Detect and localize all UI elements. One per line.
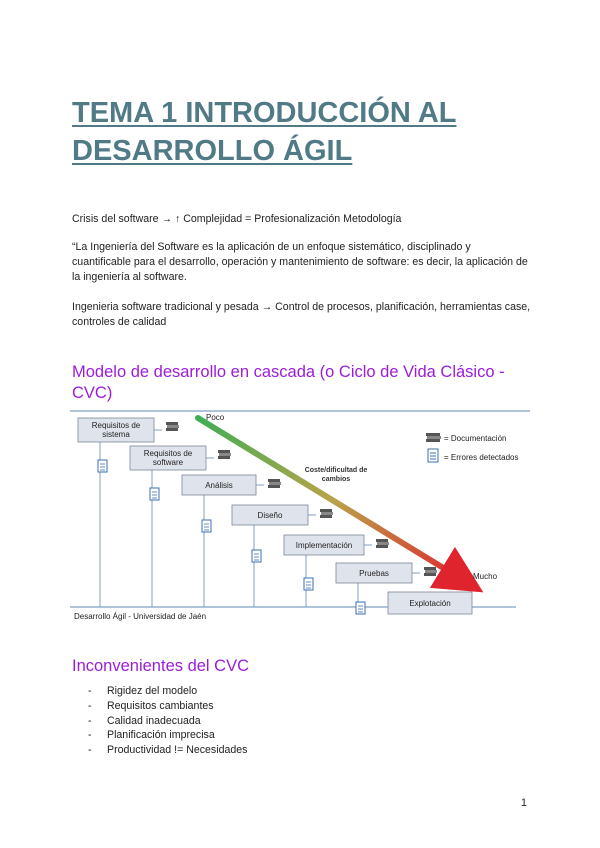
paragraph-traditional: Ingenieria software tradicional y pesada → Control de procesos, planificación, herramientas case, controles de calidad bbox=[72, 301, 531, 328]
documentation-icon bbox=[166, 422, 179, 431]
stage-box bbox=[130, 446, 206, 470]
error-report-icon bbox=[304, 578, 313, 590]
arrow-end-label: Mucho bbox=[473, 572, 498, 581]
legend-errors-label: = Errores detectados bbox=[444, 453, 519, 462]
drawback-item bbox=[88, 714, 247, 729]
drawback-text: Calidad inadecuada bbox=[107, 714, 201, 727]
error-report-icon bbox=[356, 602, 365, 614]
stage-box bbox=[388, 592, 472, 614]
bullet-dash: - bbox=[88, 744, 92, 757]
stage-box bbox=[78, 418, 154, 442]
error-report-icon bbox=[98, 460, 107, 472]
drawback-item bbox=[88, 728, 247, 743]
error-report-icon bbox=[150, 488, 159, 500]
paragraph-definition: “La Ingeniería del Software es la aplicación de un enfoque sistemático, disciplinado y cuantificable para el desarrollo, operación y mantenimiento de software: es decir, la aplicación de la ingeniería al software. bbox=[72, 241, 528, 283]
stage-box bbox=[182, 475, 256, 495]
drawback-item bbox=[88, 684, 247, 699]
drawback-text: Productividad != Necesidades bbox=[107, 744, 248, 757]
documentation-icon bbox=[424, 567, 437, 576]
documentation-icon bbox=[268, 479, 281, 488]
stage-boxes bbox=[78, 418, 472, 614]
stage-box bbox=[284, 535, 364, 555]
page-number: 1 bbox=[521, 797, 527, 809]
drawback-text: Requisitos cambiantes bbox=[107, 699, 214, 712]
stage-label: sistema bbox=[102, 430, 130, 439]
arrow-label-line-2: cambios bbox=[321, 476, 351, 483]
drawbacks-list bbox=[88, 684, 247, 758]
drawback-item bbox=[88, 743, 247, 758]
stage-label: Explotación bbox=[409, 599, 451, 608]
legend-documentation-icon bbox=[426, 433, 441, 442]
bullet-dash: - bbox=[88, 685, 92, 697]
section-heading-cascade: Modelo de desarrollo en cascada (o Ciclo de Vida Clásico - CVC) bbox=[72, 363, 505, 402]
waterfall-diagram bbox=[70, 408, 530, 626]
stage-box bbox=[336, 563, 412, 583]
stage-label: Análisis bbox=[205, 481, 233, 490]
waterfall-diagram-svg bbox=[70, 408, 530, 626]
legend bbox=[426, 433, 518, 462]
stage-box bbox=[232, 505, 308, 525]
stage-label: Requisitos de bbox=[143, 449, 193, 458]
bullet-dash: - bbox=[88, 699, 92, 712]
stage-label: software bbox=[152, 458, 184, 467]
bullet-dash: - bbox=[88, 729, 92, 742]
page-title: TEMA 1 INTRODUCCIÓN AL DESARROLLO ÁGIL bbox=[72, 97, 457, 167]
paragraph-crisis: Crisis del software → ↑ Complejidad = Profesionalización Metodología bbox=[72, 213, 402, 225]
section-heading-drawbacks: Inconvenientes del CVC bbox=[72, 657, 250, 675]
documentation-icon bbox=[218, 450, 231, 459]
arrow-label-line-1: Coste/dificultad de bbox=[304, 467, 368, 474]
drawback-item bbox=[88, 699, 247, 714]
cost-arrow bbox=[198, 418, 468, 583]
error-report-icon bbox=[202, 520, 211, 532]
diagram-footer: Desarrollo Ágil - Universidad de Jaén bbox=[74, 612, 207, 621]
drawback-text: Planificación imprecisa bbox=[107, 729, 215, 742]
legend-error-report-icon bbox=[428, 449, 438, 462]
documentation-icon bbox=[320, 509, 333, 518]
documentation-icon bbox=[376, 539, 389, 548]
stage-label: Diseño bbox=[257, 511, 283, 520]
arrow-start-label: Poco bbox=[206, 413, 225, 422]
stage-label: Implementación bbox=[295, 541, 353, 550]
stage-label: Pruebas bbox=[359, 569, 389, 578]
bullet-dash: - bbox=[88, 714, 92, 727]
error-report-icon bbox=[252, 550, 261, 562]
legend-documentation-label: = Documentación bbox=[444, 434, 507, 443]
stage-label: Requisitos de bbox=[91, 421, 141, 430]
drawback-text: Rigidez del modelo bbox=[107, 685, 198, 697]
